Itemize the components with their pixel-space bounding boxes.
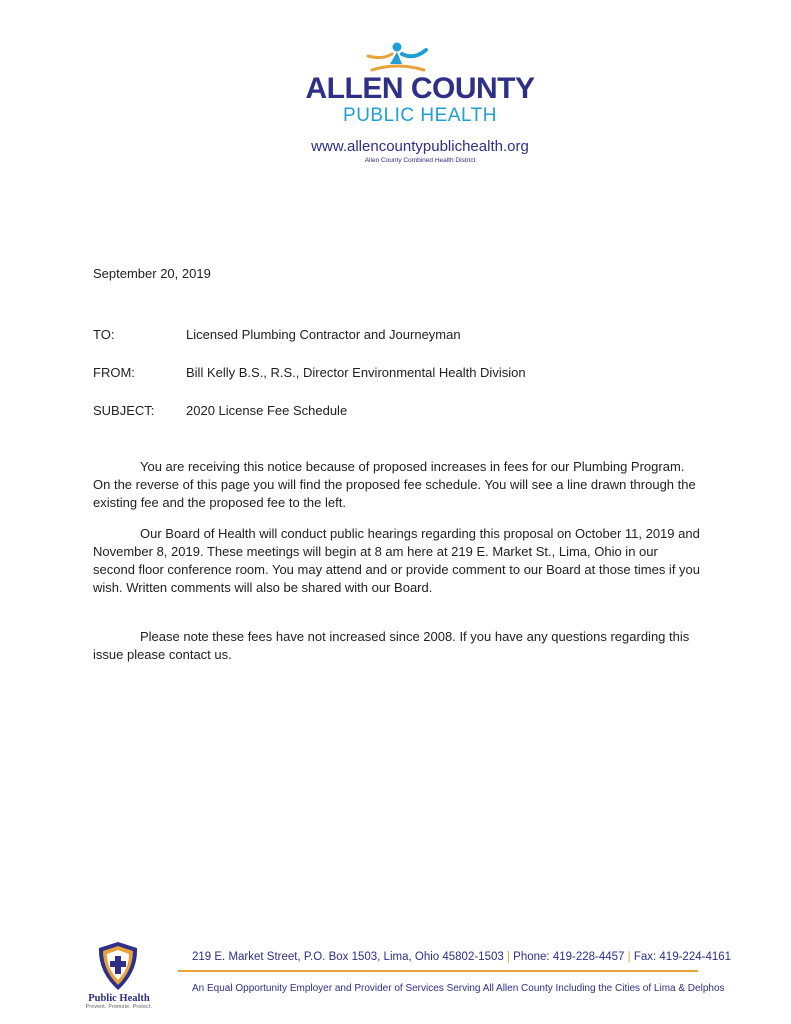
footer-contact-line — [192, 950, 731, 964]
public-health-shield-icon — [95, 940, 141, 992]
separator: | — [627, 951, 631, 963]
org-name: ALLEN COUNTY — [305, 72, 535, 105]
footer-logo-label: Public Health — [88, 993, 150, 1004]
footer-phone: Phone: 419-228-4457 — [513, 951, 625, 963]
footer-eoe-statement: An Equal Opportunity Employer and Provider of Services Serving All Allen County Including the Cities of Lima & Delphos — [192, 983, 725, 994]
separator: | — [506, 951, 510, 963]
footer-fax: Fax: 419-224-4161 — [633, 951, 732, 963]
website-link[interactable]: www.allencountypublichealth.org — [311, 138, 529, 155]
letter-date: September 20, 2019 — [93, 266, 211, 281]
paragraph: Our Board of Health will conduct public hearings regarding this proposal on October 11, 2019 and November 8, 2019. These meetings will begin at 8 am here at 219 E. Market St., Lima, Ohio in our second floor conference room. You may attend and or provide comment to our Board at those times if you wish. Written comments will also be shared with our Board. — [93, 526, 701, 595]
subject-value: 2020 License Fee Schedule — [186, 403, 348, 418]
from-value: Bill Kelly B.S., R.S., Director Environmental Health Division — [186, 365, 526, 380]
subject-label: SUBJECT: — [93, 403, 155, 418]
footer-divider — [178, 970, 698, 972]
paragraph: Please note these fees have not increased since 2008. If you have any questions regarding this issue please contact us. — [93, 629, 690, 662]
from-label: FROM: — [93, 365, 135, 380]
to-value: Licensed Plumbing Contractor and Journeyman — [186, 327, 461, 342]
org-subtitle: PUBLIC HEALTH — [343, 105, 497, 126]
footer-logo-tagline: Prevent. Promote. Protect. — [85, 1004, 153, 1010]
paragraph: You are receiving this notice because of proposed increases in fees for our Plumbing Program. On the reverse of this page you will find the proposed fee schedule. You will see a line drawn through the existing fee and the proposed fee to the left. — [93, 459, 696, 510]
footer-address: 219 E. Market Street, P.O. Box 1503, Lima, Ohio 45802-1503 — [192, 951, 504, 963]
to-label: TO: — [93, 327, 115, 342]
district-name: Allen County Combined Health District — [364, 157, 476, 164]
